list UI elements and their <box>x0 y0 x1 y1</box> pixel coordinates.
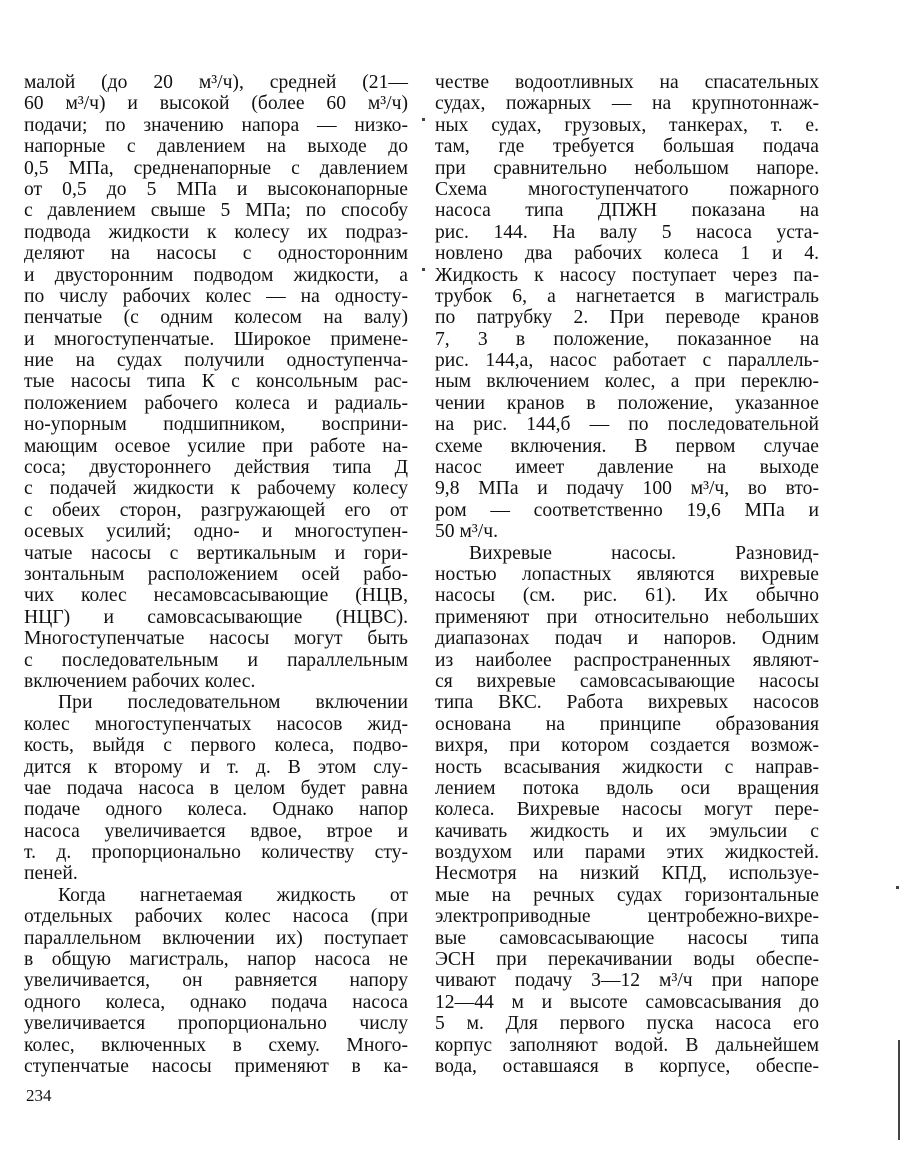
text-line: на рис. 144,б — по последовательной <box>435 414 819 436</box>
text-line: деляют на насосы с односторонним <box>24 243 408 265</box>
text-line: чае подача насоса в целом будет равна <box>24 777 408 799</box>
text-line: воздухом или парами этих жидкостей. <box>435 842 819 864</box>
text-line: дится к второму и т. д. В этом слу- <box>24 756 408 778</box>
text-line: корпус заполняют водой. В дальнейшем <box>435 1034 819 1056</box>
text-line: колес, включенных в схему. Много- <box>24 1034 408 1056</box>
text-line: вые самовсасывающие насосы типа <box>435 927 819 949</box>
scan-speck <box>896 886 899 889</box>
text-line: пенчатые (с одним колесом на валу) <box>24 307 408 329</box>
text-line: Несмотря на низкий КПД, используе- <box>435 863 819 885</box>
text-line: малой (до 20 м³/ч), средней (21— <box>24 72 408 93</box>
text-line: зонтальным расположением осей рабо- <box>24 563 408 585</box>
scan-speck <box>422 268 425 271</box>
text-line: чении кранов в положение, указанное <box>435 392 819 414</box>
text-line: 12—44 м и высоте самовсасывания до <box>435 991 819 1013</box>
text-line: подачи; по значению напора — низко- <box>24 114 408 136</box>
text-line: насоса увеличивается вдвое, втрое и <box>24 820 408 842</box>
text-line: с давлением свыше 5 МПа; по способу <box>24 200 408 222</box>
text-line: пеней. <box>24 863 78 885</box>
text-line: кость, выйдя с первого колеса, подво- <box>24 735 408 757</box>
text-line: ром — соответственно 19,6 МПа и <box>435 499 819 521</box>
text-line: с обеих сторон, разгружающей его от <box>24 499 408 521</box>
text-line: с последовательным и параллельным <box>24 649 408 671</box>
text-line: ность всасывания жидкости с направ- <box>435 756 819 778</box>
left-text-column <box>24 72 408 1077</box>
text-line: честве водоотливных на спасательных <box>435 72 819 93</box>
text-line: электроприводные центробежно-вихре- <box>435 906 819 928</box>
text-line: с подачей жидкости к рабочему колесу <box>24 478 408 500</box>
text-line: Вихревые насосы. Разновид- <box>469 542 819 564</box>
text-line: отдельных рабочих колес насоса (при <box>24 906 408 928</box>
text-line: Когда нагнетаемая жидкость от <box>58 884 408 906</box>
text-line: 9,8 МПа и подачу 100 м³/ч, во вто- <box>435 478 819 500</box>
page-number: 234 <box>26 1086 52 1105</box>
text-line: схеме включения. В первом случае <box>435 435 819 457</box>
text-line: ных судах, грузовых, танкерах, т. е. <box>435 114 819 136</box>
text-line: увеличивается пропорционально числу <box>24 1013 408 1035</box>
text-line: по патрубку 2. При переводе кранов <box>435 307 819 329</box>
text-line: качивать жидкость и их эмульсии с <box>435 820 819 842</box>
text-line: соса; двустороннего действия типа Д <box>24 457 408 479</box>
text-line: и двусторонним подводом жидкости, а <box>24 264 408 286</box>
text-line: включением рабочих колес. <box>24 670 256 692</box>
text-line: напорные с давлением на выходе до <box>24 136 408 158</box>
text-line: из наиболее распространенных являют- <box>435 649 819 671</box>
text-line: Схема многоступенчатого пожарного <box>435 178 819 200</box>
text-line: НЦГ) и самовсасывающие (НЦВС). <box>24 606 408 628</box>
text-line: мые на речных судах горизонтальные <box>435 884 819 906</box>
text-line: чих колес несамовсасывающие (НЦВ, <box>24 585 408 607</box>
text-line: вода, оставшаяся в корпусе, обеспе- <box>435 1055 819 1077</box>
text-line: ным включением колес, а при переклю- <box>435 371 819 393</box>
text-line: Многоступенчатые насосы могут быть <box>24 628 408 650</box>
text-line: и многоступенчатые. Широкое примене- <box>24 328 408 350</box>
text-line: в общую магистраль, напор насоса не <box>24 949 408 971</box>
text-line: 50 м³/ч. <box>435 521 498 543</box>
text-line: осевых усилий; одно- и многоступен- <box>24 521 408 543</box>
text-line: увеличивается, он равняется напору <box>24 970 408 992</box>
text-line: насосы (см. рис. 61). Их обычно <box>435 585 819 607</box>
text-line: чатые насосы с вертикальным и гори- <box>24 542 408 564</box>
text-line: Жидкость к насосу поступает через па- <box>435 264 819 286</box>
scan-speck <box>422 118 425 121</box>
text-line: типа ВКС. Работа вихревых насосов <box>435 692 819 714</box>
text-line: подаче одного колеса. Однако напор <box>24 799 408 821</box>
text-line: мающим осевое усилие при работе на- <box>24 435 408 457</box>
text-line: лением потока вдоль оси вращения <box>435 777 819 799</box>
right-text-column <box>435 72 819 1077</box>
text-line: основана на принципе образования <box>435 713 819 735</box>
text-line: подвода жидкости к колесу их подраз- <box>24 221 408 243</box>
text-line: положением рабочего колеса и радиаль- <box>24 392 408 414</box>
text-line: насоса типа ДПЖН показана на <box>435 200 819 222</box>
text-line: ЭСН при перекачивании воды обеспе- <box>435 949 819 971</box>
text-line: по числу рабочих колес — на односту- <box>24 285 408 307</box>
text-line: вихря, при котором создается возмож- <box>435 735 819 757</box>
text-line: ние на судах получили одноступенча- <box>24 350 408 372</box>
text-line: там, где требуется большая подача <box>435 136 819 158</box>
text-line: трубок 6, а нагнетается в магистраль <box>435 285 819 307</box>
text-line: судах, пожарных — на крупнотоннаж- <box>435 93 819 115</box>
text-line: рис. 144,а, насос работает с параллель- <box>435 350 819 372</box>
text-line: 7, 3 в положение, показанное на <box>435 328 819 350</box>
text-line: ступенчатые насосы применяют в ка- <box>24 1055 408 1077</box>
text-line: ностью лопастных являются вихревые <box>435 563 819 585</box>
text-line: 5 м. Для первого пуска насоса его <box>435 1013 819 1035</box>
text-line: т. д. пропорционально количеству сту- <box>24 842 408 864</box>
text-line: 0,5 МПа, средненапорные с давлением <box>24 157 408 179</box>
text-line: тые насосы типа К с консольным рас- <box>24 371 408 393</box>
text-line: применяют при относительно небольших <box>435 606 819 628</box>
text-line: диапазонах подач и напоров. Одним <box>435 628 819 650</box>
text-line: колес многоступенчатых насосов жид- <box>24 713 408 735</box>
text-line: колеса. Вихревые насосы могут пере- <box>435 799 819 821</box>
text-line: новлено два рабочих колеса 1 и 4. <box>435 243 819 265</box>
text-line: но-упорным подшипником, восприни- <box>24 414 408 436</box>
text-line: 60 м³/ч) и высокой (более 60 м³/ч) <box>24 93 408 115</box>
text-line: при сравнительно небольшом напоре. <box>435 157 819 179</box>
text-line: параллельном включении их) поступает <box>24 927 408 949</box>
text-line: При последовательном включении <box>58 692 408 714</box>
text-line: ся вихревые самовсасывающие насосы <box>435 670 819 692</box>
text-line: чивают подачу 3—12 м³/ч при напоре <box>435 970 819 992</box>
scan-edge-line <box>898 1040 900 1140</box>
text-line: насос имеет давление на выходе <box>435 457 819 479</box>
text-line: одного колеса, однако подача насоса <box>24 991 408 1013</box>
text-line: рис. 144. На валу 5 насоса уста- <box>435 221 819 243</box>
text-line: от 0,5 до 5 МПа и высоконапорные <box>24 178 408 200</box>
